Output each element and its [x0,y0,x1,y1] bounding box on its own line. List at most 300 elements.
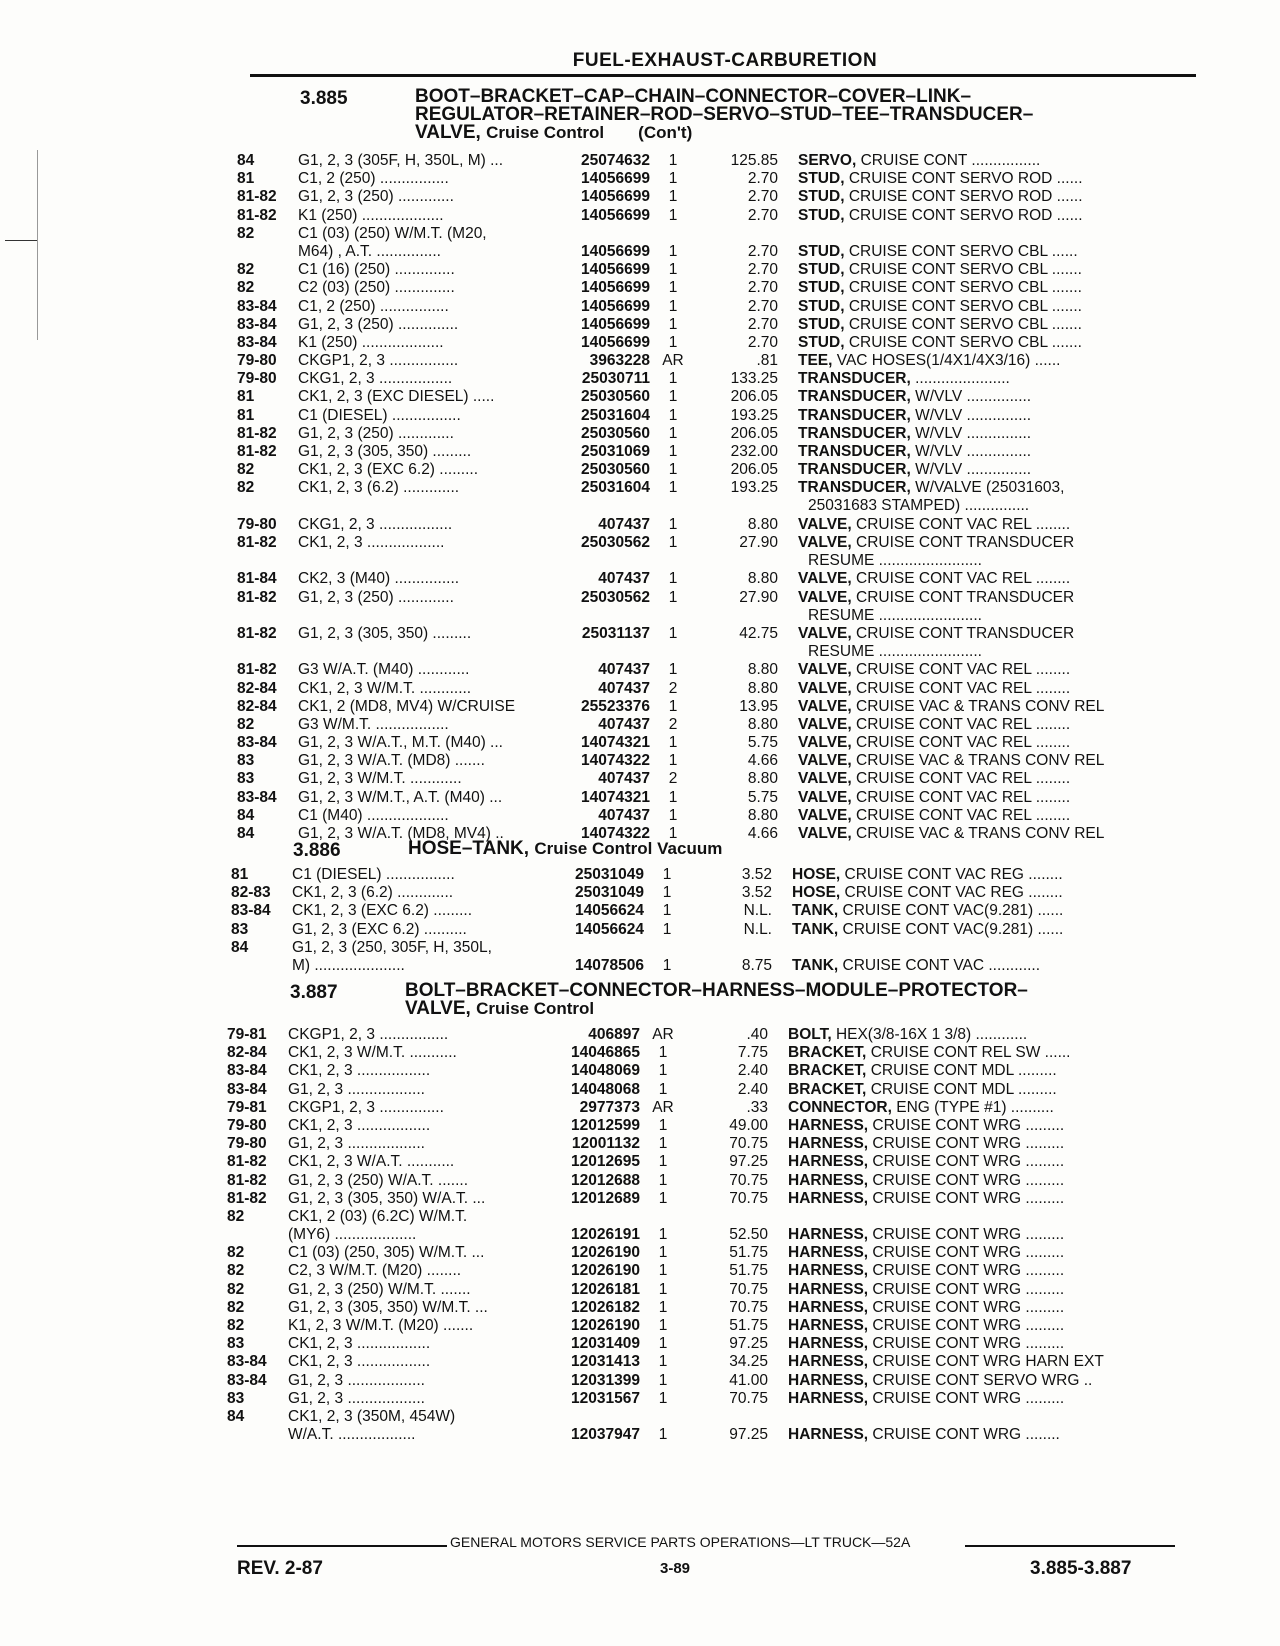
part-model-line: CK1, 2, 3 ................. [288,1335,431,1353]
part-row [0,370,1280,388]
part-row [0,1190,1280,1208]
part-description-line [798,516,1143,534]
part-number: 12012695 [571,1153,640,1171]
part-model-line: W/A.T. .................. [288,1425,416,1443]
part-row [0,1208,1280,1244]
part-description-line [798,334,1143,352]
part-number: 12026181 [571,1280,640,1298]
section-title-line [408,840,722,858]
part-years: 79-80 [237,515,277,533]
part-model-line: G1, 2, 3 .................. [288,1135,425,1153]
part-price: 41.00 [729,1371,768,1389]
part-name: BOLT, [788,1026,832,1043]
part-years: 83 [237,770,255,788]
part-number: 3963228 [589,352,650,370]
part-price: 2.40 [737,1062,768,1080]
part-number: 25031137 [581,624,650,642]
part-name: TRANSDUCER, [798,443,911,461]
part-model-line: G1, 2, 3 W/A.T., M.T. (M40) ... [298,734,503,752]
part-years: 81-82 [237,424,277,442]
part-models [288,1135,543,1153]
part-row [0,298,1280,316]
part-model-line: G1, 2, 3 (250) ............. [298,588,454,606]
part-price: 206.05 [730,461,778,479]
part-years: 84 [237,806,255,824]
part-price: 97.25 [729,1426,768,1444]
part-number: 25030711 [581,370,650,388]
part-model-line: C1 (DIESEL) ................ [292,866,455,883]
part-description-line [788,1026,1133,1044]
part-price: 70.75 [729,1298,768,1316]
part-description-line [798,716,1143,734]
part-description-text: CRUISE CONT WRG ......... [872,1335,1065,1353]
part-name: VALVE, [798,715,852,733]
part-description-line: RESUME ........................ [808,606,982,624]
part-description-text: CRUISE CONT VAC REG ........ [844,866,1063,883]
part-description-line [798,534,1143,552]
part-price: 51.75 [729,1262,768,1280]
part-description-line [798,734,1143,752]
part-years: 81 [237,406,255,424]
part-number: 25030560 [581,461,650,479]
part-models [288,1244,543,1262]
part-model-line: CK1, 2, 3 (350M, 454W) [288,1407,456,1425]
part-row [0,188,1280,206]
part-name: HOSE, [792,866,841,883]
part-description-line [788,1281,1133,1299]
part-years: 82 [227,1244,245,1262]
part-model-line: (MY6) ................... [288,1225,417,1243]
part-model-line: K1, 2, 3 W/M.T. (M20) ....... [288,1317,474,1335]
part-description-text: CRUISE CONT VAC REL ........ [856,806,1071,824]
part-description [798,407,1143,425]
part-number: 25030562 [581,533,650,551]
section-title [405,982,1028,1018]
part-description-text: W/VLV ............... [915,388,1032,406]
part-description-text: CRUISE CONT SERVO CBL ...... [848,242,1078,260]
part-description-text: CRUISE CONT WRG ......... [872,1389,1065,1407]
part-years: 82 [237,479,255,497]
part-models [298,443,553,461]
part-number: 12012599 [571,1116,640,1134]
part-row [0,1062,1280,1080]
part-name: TRANSDUCER, [798,424,911,442]
part-description [798,789,1143,807]
part-years: 83-84 [227,1062,267,1080]
part-years: 82 [237,261,255,279]
part-number: 407437 [598,715,650,733]
part-description [788,1426,1133,1444]
part-name: TRANSDUCER, [798,406,911,424]
part-row [0,207,1280,225]
parts-table [0,866,1280,975]
part-models [288,1117,543,1135]
part-description-line [798,316,1143,334]
part-description-text: CRUISE CONT VAC REL ........ [856,715,1071,733]
part-model-line: CKG1, 2, 3 ................. [298,515,453,533]
part-number: 25030560 [581,424,650,442]
part-price: 52.50 [729,1226,768,1244]
part-years: 83 [227,1389,245,1407]
footer-rule-left [237,1545,447,1547]
part-description-text: CRUISE CONT REL SW ...... [870,1044,1071,1062]
part-price: 5.75 [747,734,778,752]
part-years: 83-84 [231,902,271,920]
part-price: 2.70 [747,261,778,279]
part-number: 12031399 [571,1371,640,1389]
part-quantity: 1 [658,1135,668,1153]
part-description [798,680,1143,698]
part-models [298,680,553,698]
part-description-text: CRUISE VAC & TRANS CONV REL [856,825,1105,843]
part-description [788,1044,1133,1062]
part-description [788,1244,1133,1262]
part-quantity: 1 [668,661,678,679]
part-description-text: CRUISE CONT SERVO WRG .. [872,1371,1093,1389]
part-models [292,902,547,920]
part-model-line: CK1, 2, 3 W/M.T. ............ [298,679,472,697]
footer-operations: GENERAL MOTORS SERVICE PARTS OPERATIONS—LT TRUCK—52A [450,1534,911,1550]
part-model-line: C1, 2 (250) ................ [298,297,449,315]
part-model-line: C1 (03) (250) W/M.T. (M20, [298,224,487,242]
part-description-line [788,1062,1133,1080]
part-years: 79-80 [227,1135,267,1153]
part-name: HARNESS, [788,1426,869,1444]
footer-page-number: 3-89 [660,1560,691,1577]
part-model-line: CK1, 2, 3 W/A.T. ........... [288,1153,455,1171]
part-model-line: G1, 2, 3 (250) ............. [298,188,454,206]
part-models [298,152,553,170]
part-description-line [798,479,1143,497]
part-price: 97.25 [729,1335,768,1353]
part-row [0,866,1280,884]
part-quantity: 1 [668,170,678,188]
part-model-line: CKGP1, 2, 3 ................ [288,1026,449,1043]
part-description-line [788,1044,1133,1062]
part-model-line: CK1, 2, 3 (EXC 6.2) ......... [292,902,473,920]
part-models [298,425,553,443]
part-row [0,921,1280,939]
part-description-text: CRUISE CONT WRG ......... [872,1280,1065,1298]
part-quantity: 1 [668,333,678,351]
part-row [0,698,1280,716]
part-number: 406897 [588,1026,640,1043]
part-number: 12026190 [571,1244,640,1262]
part-quantity: 1 [662,884,672,902]
part-row [0,1353,1280,1371]
part-number: 14056699 [581,297,650,315]
part-model-line: G1, 2, 3 (250) W/A.T. ....... [288,1171,469,1189]
part-number: 12031567 [571,1389,640,1407]
part-description-line [798,752,1143,770]
part-number: 14056699 [581,242,650,260]
part-number: 14056699 [581,279,650,297]
part-description [792,902,1137,920]
part-model-line: G1, 2, 3 .................. [288,1371,425,1389]
part-name: VALVE, [798,624,852,642]
part-quantity: 1 [668,624,678,642]
part-description [792,957,1137,975]
part-name: STUD, [798,188,845,206]
footer-revision: REV. 2-87 [237,1558,323,1579]
part-row [0,425,1280,443]
part-description-text: CRUISE CONT VAC REG ........ [844,884,1063,902]
part-description [792,866,1137,884]
part-quantity: 1 [668,152,678,169]
part-name: STUD, [798,279,845,297]
part-years: 82 [237,461,255,479]
part-quantity: 1 [668,479,678,497]
part-row [0,479,1280,515]
part-description-line [788,1426,1133,1444]
part-description-text: CRUISE CONT TRANSDUCER [856,624,1075,642]
part-quantity: 1 [668,588,678,606]
part-description-line [798,680,1143,698]
part-row [0,625,1280,661]
part-years: 84 [231,938,249,956]
part-description [788,1353,1133,1371]
part-quantity: 1 [668,461,678,479]
part-description-text: CRUISE CONT VAC(9.281) ...... [842,920,1064,938]
part-years: 79-80 [227,1116,267,1134]
part-name: VALVE, [798,825,852,843]
part-model-line: CK1, 2, 3 ................. [288,1116,431,1134]
part-years: 83 [231,920,249,938]
part-name: STUD, [798,242,845,260]
part-description-line: RESUME ........................ [808,551,982,569]
part-models [288,1081,543,1099]
part-number: 25030562 [581,588,650,606]
part-name: HARNESS, [788,1280,869,1298]
part-price: 2.70 [747,242,778,260]
part-row [0,1299,1280,1317]
part-description-text: CRUISE CONT VAC REL ........ [856,515,1071,533]
part-description-line [798,698,1143,716]
part-description-text: CRUISE CONT ................ [860,152,1041,169]
part-description [798,425,1143,443]
part-description [788,1026,1133,1044]
part-models [298,589,553,607]
part-description-text: W/VLV ............... [915,443,1032,461]
part-number: 25031604 [581,406,650,424]
part-quantity: 1 [668,279,678,297]
part-price: 8.80 [747,661,778,679]
part-name: BRACKET, [788,1062,867,1080]
part-name: VALVE, [798,806,852,824]
part-description [798,570,1143,588]
part-quantity: 1 [658,1062,668,1080]
part-row [0,1026,1280,1044]
part-row [0,443,1280,461]
part-row [0,1172,1280,1190]
part-name: VALVE, [798,788,852,806]
part-number: 14056624 [575,902,644,920]
part-price: 49.00 [729,1116,768,1134]
catalog-section [0,86,1280,843]
part-model-line: CK1, 2 (MD8, MV4) W/CRUISE [298,697,516,715]
part-description [798,243,1143,261]
part-row [0,939,1280,975]
part-years: 83-84 [237,297,277,315]
page-header-title: FUEL-EXHAUST-CARBURETION [572,50,878,71]
part-name: HARNESS, [788,1171,869,1189]
part-description [788,1135,1133,1153]
part-row [0,1117,1280,1135]
part-name: STUD, [798,315,845,333]
part-number: 407437 [598,806,650,824]
part-models [298,534,553,552]
part-row [0,1244,1280,1262]
part-model-line: M64) , A.T. ............... [298,242,441,260]
part-description [788,1117,1133,1135]
part-description-line [788,1353,1133,1371]
part-description-line [798,279,1143,297]
part-years: 82 [237,224,255,242]
part-model-line: CK1, 2, 3 (EXC DIESEL) ..... [298,388,495,406]
part-number: 14056699 [581,206,650,224]
part-name: CONNECTOR, [788,1098,892,1116]
part-description-text: CRUISE CONT MDL ......... [870,1062,1057,1080]
part-row [0,789,1280,807]
section-number: 3.887 [290,982,338,1003]
part-description-text: W/VLV ............... [915,424,1032,442]
part-years: 81-82 [237,624,277,642]
part-models [298,461,553,479]
part-quantity: 1 [668,188,678,206]
part-model-line: G3 W/A.T. (M40) ............ [298,661,470,679]
part-quantity: 1 [662,866,672,883]
part-price: .81 [756,352,778,370]
part-quantity: 1 [658,1317,668,1335]
part-models [298,316,553,334]
part-quantity: AR [652,1026,674,1043]
part-row [0,570,1280,588]
part-quantity: 1 [658,1116,668,1134]
part-years: 79-81 [227,1026,267,1043]
part-model-line: CK1, 2, 3 (EXC 6.2) ......... [298,461,479,479]
part-number: 12026190 [571,1317,640,1335]
part-models [298,279,553,297]
part-quantity: 1 [658,1262,668,1280]
part-price: 34.25 [729,1353,768,1371]
part-models [288,1062,543,1080]
part-row [0,316,1280,334]
part-row [0,352,1280,370]
part-description-text: CRUISE CONT WRG ......... [872,1317,1065,1335]
part-row [0,170,1280,188]
part-price: 2.70 [747,188,778,206]
part-quantity: AR [662,352,684,370]
section-subtitle: Cruise Control Vacuum [534,839,723,858]
header-rule [250,74,1196,77]
part-row [0,1081,1280,1099]
part-quantity: 1 [658,1353,668,1371]
section-number: 3.885 [300,88,348,109]
part-description-line [798,661,1143,679]
part-number: 14078506 [575,956,644,974]
part-number: 12031409 [571,1335,640,1353]
part-description-line [788,1372,1133,1390]
part-models [298,752,553,770]
part-description-text: CRUISE CONT WRG ......... [872,1171,1065,1189]
part-number: 12031413 [571,1353,640,1371]
part-model-line: K1 (250) ................... [298,206,444,224]
part-years: 82-84 [227,1044,267,1062]
part-description-line [788,1099,1133,1117]
part-model-line: C1, 2 (250) ................ [298,170,449,188]
section-number: 3.886 [293,840,341,861]
part-number: 25030560 [581,388,650,406]
part-number: 25031049 [575,884,644,902]
part-row [0,1372,1280,1390]
part-price: 125.85 [730,152,778,169]
part-quantity: 1 [658,1335,668,1353]
part-quantity: 1 [662,902,672,920]
part-description-text: W/VALVE (25031603, [915,479,1065,497]
part-years: 82-84 [237,679,277,697]
part-description-line [788,1335,1133,1353]
part-description-text: W/VLV ............... [915,461,1032,479]
part-row [0,1335,1280,1353]
section-subtitle: Cruise Control [476,999,595,1018]
part-description-line: 25031683 STAMPED) ............... [808,497,1030,515]
part-models [298,388,553,406]
part-quantity: 2 [668,679,678,697]
part-row [0,534,1280,570]
part-quantity: 1 [668,697,678,715]
part-description-line [788,1299,1133,1317]
section-subtitle: Cruise Control [486,123,605,142]
part-quantity: 1 [668,388,678,406]
part-models [298,225,553,261]
part-model-line: G1, 2, 3 (250) ............. [298,424,454,442]
part-description-text: CRUISE CONT MDL ......... [870,1080,1057,1098]
part-description [798,752,1143,770]
part-number: 14056699 [581,333,650,351]
part-name: VALVE, [798,770,852,788]
part-model-line: M) ..................... [292,956,405,974]
part-name: TEE, [798,352,833,370]
part-description-text: CRUISE CONT VAC REL ........ [856,679,1071,697]
part-description-line [798,207,1143,225]
part-models [292,939,547,975]
part-description [792,884,1137,902]
part-row [0,225,1280,261]
part-model-line: CKGP1, 2, 3 ................ [298,352,459,370]
part-price: 5.75 [747,788,778,806]
part-price: 8.80 [747,679,778,697]
part-models [288,1044,543,1062]
part-quantity: 1 [658,1044,668,1062]
part-row [0,1390,1280,1408]
part-price: N.L. [743,902,772,920]
part-description-text: HEX(3/8-16X 1 3/8) ............ [835,1026,1028,1043]
part-price: 8.80 [747,570,778,588]
part-number: 12012689 [571,1189,640,1207]
part-models [298,661,553,679]
part-description [798,770,1143,788]
part-number: 407437 [598,570,650,588]
part-description [788,1299,1133,1317]
part-row [0,1281,1280,1299]
part-row [0,734,1280,752]
part-description [798,461,1143,479]
part-description-line [798,807,1143,825]
part-name: STUD, [798,170,845,188]
part-description [798,734,1143,752]
part-quantity: 1 [658,1244,668,1262]
part-description-text: CRUISE CONT VAC REL ........ [856,770,1071,788]
